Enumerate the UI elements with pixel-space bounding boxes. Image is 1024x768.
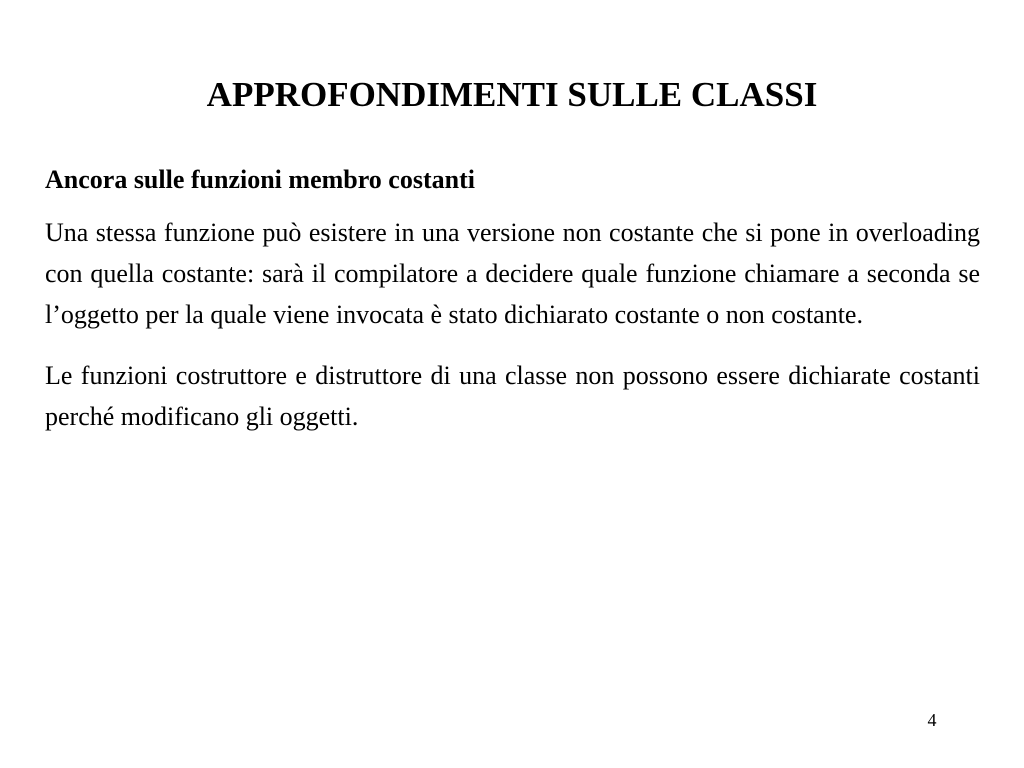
body-paragraph-constructors: Le funzioni costruttore e distruttore di una classe non possono essere dichiarate costanti perché modificano gli oggetti.	[45, 361, 980, 431]
body-paragraph-overloading: Una stessa funzione può esistere in una versione non costante che si pone in overloading con quella costante: sarà il compilatore a decidere quale funzione chiamare a seconda se l’oggetto per la quale viene invocata è stato dichiarato costante o non costante.	[45, 218, 980, 329]
section-subheading: Ancora sulle funzioni membro costanti	[45, 165, 475, 194]
slide-title: APPROFONDIMENTI SULLE CLASSI	[206, 75, 818, 114]
page-number: 4	[927, 710, 937, 730]
slide-content	[45, 162, 980, 457]
